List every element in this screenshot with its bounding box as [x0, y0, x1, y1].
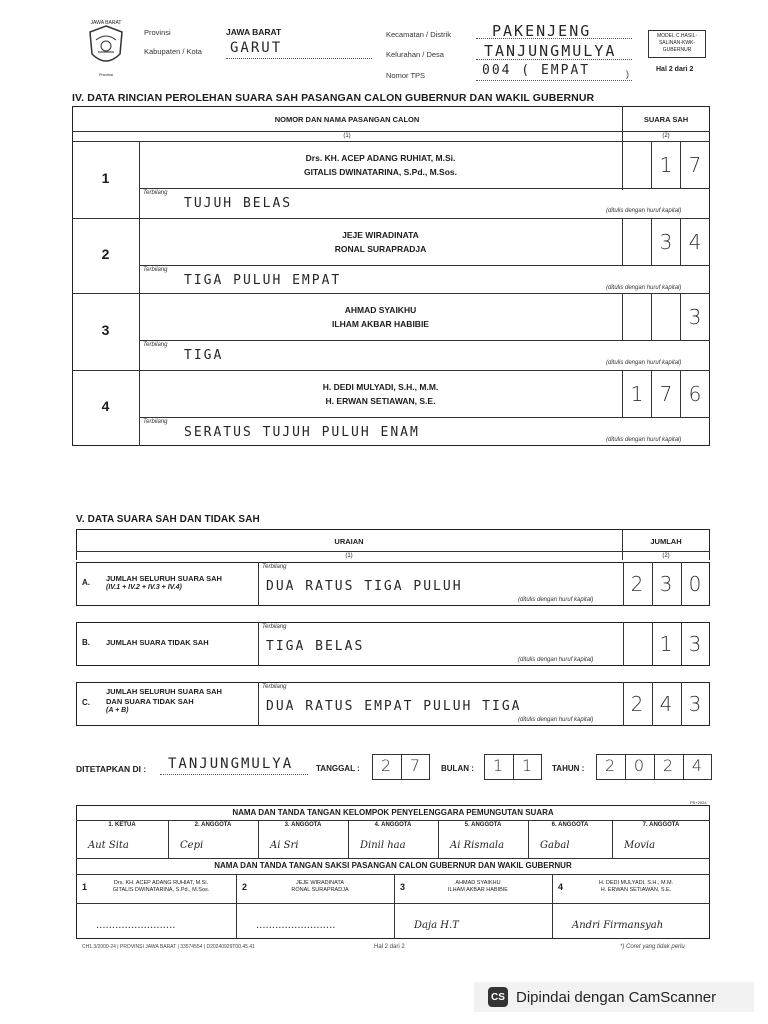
terbilang-label: Terbilang	[143, 190, 168, 196]
divider	[681, 682, 682, 726]
divider	[654, 754, 655, 780]
saksi-candidate-1: AHMAD SYAIKHU	[455, 880, 501, 886]
section4-col1-header: NOMOR DAN NAMA PASANGAN CALON	[274, 115, 420, 124]
page-indicator: Hal 2 dari 2	[656, 66, 694, 73]
candidate-number: 4	[101, 398, 110, 414]
divider	[72, 131, 710, 132]
row-letter: C.	[82, 698, 90, 707]
tahun-digit: 2	[662, 756, 674, 775]
divider	[72, 218, 710, 219]
kecamatan-dotline	[476, 38, 632, 39]
saksi-candidate-2: ILHAM AKBAR HABIBIE	[448, 887, 508, 893]
divider	[625, 754, 626, 780]
kabupaten-label: Kabupaten / Kota	[144, 47, 202, 56]
section4-col2-num: (2)	[662, 133, 670, 139]
saksi-candidate-1: JEJE WIRADINATA	[295, 880, 345, 886]
vote-digit-tens: 1	[659, 153, 673, 177]
tanggal-digit: 2	[380, 756, 392, 775]
vote-spelled: TIGA BELAS	[266, 639, 365, 654]
divider	[651, 141, 652, 188]
candidate-number: 1	[101, 169, 110, 186]
tahun-label: TAHUN :	[552, 764, 585, 773]
row-letter: A.	[82, 578, 90, 587]
divider	[76, 820, 710, 821]
emblem-text-top: JAWA BARAT	[90, 20, 122, 26]
divider	[72, 141, 710, 142]
ditulis-note: (ditulis dengan huruf kapital)	[606, 360, 682, 366]
divider	[76, 903, 710, 904]
saksi-signature: .........................	[256, 920, 336, 931]
bulan-digit: 1	[492, 756, 504, 775]
kpps-role: 7. ANGGOTA	[642, 822, 680, 828]
saksi-candidate-2: H. ERWAN SETIAWAN, S.E.	[600, 887, 672, 893]
section5-title: V. DATA SUARA SAH DAN TIDAK SAH	[76, 514, 260, 525]
ditulis-note: (ditulis dengan huruf kapital)	[518, 597, 594, 603]
saksi-title: NAMA DAN TANDA TANGAN SAKSI PASANGAN CALON GUBERNUR DAN WAKIL GUBERNUR	[214, 861, 572, 870]
divider	[513, 754, 514, 780]
footer-note: *) Coret yang tidak perlu	[620, 944, 685, 950]
vote-spelled: SERATUS TUJUH PULUH ENAM	[184, 425, 420, 440]
divider	[680, 293, 681, 340]
saksi-signature: Daja H.T	[414, 920, 459, 931]
ditulis-note: (ditulis dengan huruf kapital)	[606, 285, 682, 291]
provinsi-value: JAWA BARAT	[226, 27, 282, 37]
divider	[651, 293, 652, 340]
camscanner-text: Dipindai dengan CamScanner	[516, 988, 717, 1006]
divider	[680, 370, 681, 417]
divider	[236, 874, 237, 939]
footer-page: Hal 2 dari 2	[374, 944, 405, 950]
divider	[622, 293, 623, 340]
saksi-candidate-1: Drs. KH. ACEP ADANG RUHIAT, M.Si.	[113, 880, 209, 886]
saksi-signature: .........................	[96, 920, 176, 931]
kpps-signature: Dinil haa	[360, 840, 406, 851]
bulan-digit: 1	[521, 756, 533, 775]
vote-digit-units: 3	[688, 305, 702, 329]
total-digit-hundreds: 2	[630, 692, 644, 716]
divider	[76, 858, 710, 859]
divider	[394, 874, 395, 939]
divider	[139, 265, 710, 266]
candidate-name-1: H. DEDI MULYADI, S.H., M.M.	[322, 382, 439, 392]
divider	[680, 218, 681, 265]
terbilang-label: Terbilang	[143, 342, 168, 348]
kpps-signature: Movia	[624, 840, 656, 851]
vote-spelled: TIGA	[184, 348, 224, 363]
vote-spelled: TUJUH BELAS	[184, 196, 293, 211]
total-digit-tens: 1	[659, 632, 673, 656]
ditetapkan-place: TANJUNGMULYA	[168, 756, 294, 772]
candidate-name-2: ILHAM AKBAR HABIBIE	[332, 319, 429, 329]
ditulis-note: (ditulis dengan huruf kapital)	[518, 717, 594, 723]
candidate-name-2: RONAL SURAPRADJA	[334, 244, 427, 254]
divider	[651, 218, 652, 265]
divider	[623, 562, 624, 606]
kpps-signature: Aut Sita	[88, 840, 129, 851]
vote-digit-tens: 3	[659, 230, 673, 254]
kpps-signature: Cepi	[180, 840, 204, 851]
section5-col2-num: (2)	[662, 553, 670, 559]
tps-dotline	[476, 80, 632, 81]
candidate-number: 2	[101, 245, 110, 262]
divider	[258, 562, 259, 606]
total-digit-units: 3	[688, 632, 702, 656]
section5-col1-header: URAIAN	[334, 537, 364, 546]
kpps-role: 5. ANGGOTA	[464, 822, 502, 828]
kpps-role: 6. ANGGOTA	[551, 822, 589, 828]
divider	[652, 562, 653, 606]
tps-label: Nomor TPS	[386, 71, 426, 80]
terbilang-label: Terbilang	[262, 564, 287, 570]
divider	[139, 417, 710, 418]
divider	[622, 529, 623, 560]
divider	[622, 218, 623, 265]
total-digit-tens: 4	[659, 692, 673, 716]
vote-digit-units: 7	[688, 153, 702, 177]
terbilang-label: Terbilang	[143, 267, 168, 273]
ditulis-note: (ditulis dengan huruf kapital)	[606, 208, 682, 214]
divider	[72, 370, 710, 371]
divider	[652, 682, 653, 726]
tanggal-digit: 7	[409, 756, 421, 775]
vote-digit-units: 6	[688, 382, 702, 406]
divider	[652, 622, 653, 666]
candidate-name-1: AHMAD SYAIKHU	[344, 305, 417, 315]
divider	[139, 340, 710, 341]
kpps-signature: Gabal	[540, 840, 570, 851]
ditulis-note: (ditulis dengan huruf kapital)	[606, 437, 682, 443]
kpps-signature: Ai Sri	[270, 840, 299, 851]
saksi-number: 2	[242, 882, 248, 892]
ditetapkan-label: DITETAPKAN DI :	[76, 764, 147, 774]
terbilang-label: Terbilang	[262, 624, 287, 630]
kabupaten-dotline	[226, 58, 372, 59]
bulan-label: BULAN :	[441, 764, 474, 773]
row-label-1: JUMLAH SUARA TIDAK SAH	[106, 638, 209, 647]
kelurahan-dotline	[476, 59, 632, 60]
emblem-text-bottom: Provinsi	[98, 72, 114, 77]
vote-digit-tens: 7	[659, 382, 673, 406]
saksi-candidate-1: H. DEDI MULYADI, S.H., M.M.	[598, 880, 674, 886]
kelurahan-label: Kelurahan / Desa	[386, 50, 444, 59]
tahun-digit: 4	[691, 756, 703, 775]
vote-spelled: TIGA PULUH EMPAT	[184, 273, 342, 288]
divider	[72, 293, 710, 294]
model-box: MODEL C.HASIL-SALINAN-KWK-GUBERNUR	[648, 30, 706, 58]
saksi-candidate-2: RONAL SURAPRADJA	[291, 887, 349, 893]
divider	[681, 622, 682, 666]
divider	[623, 622, 624, 666]
form-code: PS+2024	[690, 800, 707, 805]
saksi-number: 4	[558, 882, 564, 892]
tahun-digit: 2	[604, 756, 616, 775]
total-digit-hundreds: 2	[630, 572, 644, 596]
kelurahan-value: TANJUNGMULYA	[484, 42, 617, 60]
saksi-number: 1	[82, 882, 88, 892]
row-label-3: (A + B)	[106, 707, 129, 714]
divider	[622, 141, 623, 188]
camscanner-banner	[474, 982, 754, 1012]
divider	[258, 682, 259, 726]
divider	[681, 562, 682, 606]
divider	[552, 874, 553, 939]
section5-col1-num: (1)	[345, 553, 353, 559]
tanggal-label: TANGGAL :	[316, 764, 360, 773]
kpps-role: 1. KETUA	[108, 822, 136, 828]
row-letter: B.	[82, 638, 90, 647]
candidate-name-2: GITALIS DWINATARINA, S.Pd., M.Sos.	[304, 167, 457, 177]
terbilang-label: Terbilang	[143, 419, 168, 425]
total-digit-tens: 3	[659, 572, 673, 596]
saksi-candidate-2: GITALIS DWINATARINA, S.Pd., M.Sos.	[112, 887, 210, 893]
camscanner-logo-icon: CS	[488, 987, 508, 1007]
row-label-1: JUMLAH SELURUH SUARA SAH	[106, 687, 222, 696]
divider	[651, 370, 652, 417]
kecamatan-value: PAKENJENG	[492, 22, 592, 40]
divider	[623, 682, 624, 726]
candidate-name-2: H. ERWAN SETIAWAN, S.E.	[325, 396, 436, 406]
saksi-signature: Andri Firmansyah	[572, 920, 664, 931]
provinsi-label: Provinsi	[144, 28, 171, 37]
divider	[76, 551, 710, 552]
tps-close: )	[626, 69, 629, 79]
divider	[680, 141, 681, 188]
terbilang-label: Terbilang	[262, 684, 287, 690]
divider	[622, 370, 623, 417]
tps-value: 004 ( EMPAT	[482, 63, 591, 78]
vote-spelled: DUA RATUS TIGA PULUH	[266, 579, 463, 594]
candidate-name-1: Drs. KH. ACEP ADANG RUHIAT, M.Si.	[305, 153, 456, 163]
candidate-name-1: JEJE WIRADINATA	[342, 230, 419, 240]
kabupaten-value: GARUT	[230, 40, 283, 56]
place-dotline	[160, 774, 308, 775]
kpps-role: 2. ANGGOTA	[194, 822, 232, 828]
divider	[683, 754, 684, 780]
section4-col2-header: SUARA SAH	[643, 115, 689, 124]
kecamatan-label: Kecamatan / Distrik	[386, 30, 452, 39]
section5-col2-header: JUMLAH	[650, 537, 682, 546]
total-digit-units: 0	[688, 572, 702, 596]
row-label-2: DAN SUARA TIDAK SAH	[106, 697, 194, 706]
vote-digit-units: 4	[688, 230, 702, 254]
section4-title: IV. DATA RINCIAN PEROLEHAN SUARA SAH PASANGAN CALON GUBERNUR DAN WAKIL GUBERNUR	[72, 92, 595, 104]
total-digit-units: 3	[688, 692, 702, 716]
kpps-role: 4. ANGGOTA	[374, 822, 412, 828]
footer-meta: CH1.3/2000-24 | PROVINSI JAWA BARAT | 33574554 | D20240929T00.45.41	[82, 944, 255, 950]
vote-digit-hundreds: 1	[630, 382, 644, 406]
vote-spelled: DUA RATUS EMPAT PULUH TIGA	[266, 699, 522, 714]
kpps-role: 3. ANGGOTA	[284, 822, 322, 828]
divider	[76, 874, 710, 875]
tahun-digit: 0	[633, 756, 645, 775]
section4-col1-num: (1)	[343, 133, 351, 139]
ditulis-note: (ditulis dengan huruf kapital)	[518, 657, 594, 663]
divider	[258, 622, 259, 666]
divider	[139, 188, 710, 189]
row-label-2: (IV.1 + IV.2 + IV.3 + IV.4)	[106, 584, 182, 591]
candidate-number: 3	[101, 321, 110, 338]
province-emblem-icon	[84, 22, 128, 72]
row-label-1: JUMLAH SELURUH SUARA SAH	[106, 574, 222, 583]
kpps-title: NAMA DAN TANDA TANGAN KELOMPOK PENYELENGGARA PEMUNGUTAN SUARA	[232, 808, 554, 817]
divider	[401, 754, 402, 780]
kpps-signature: Ai Rismala	[450, 840, 505, 851]
saksi-number: 3	[400, 882, 406, 892]
